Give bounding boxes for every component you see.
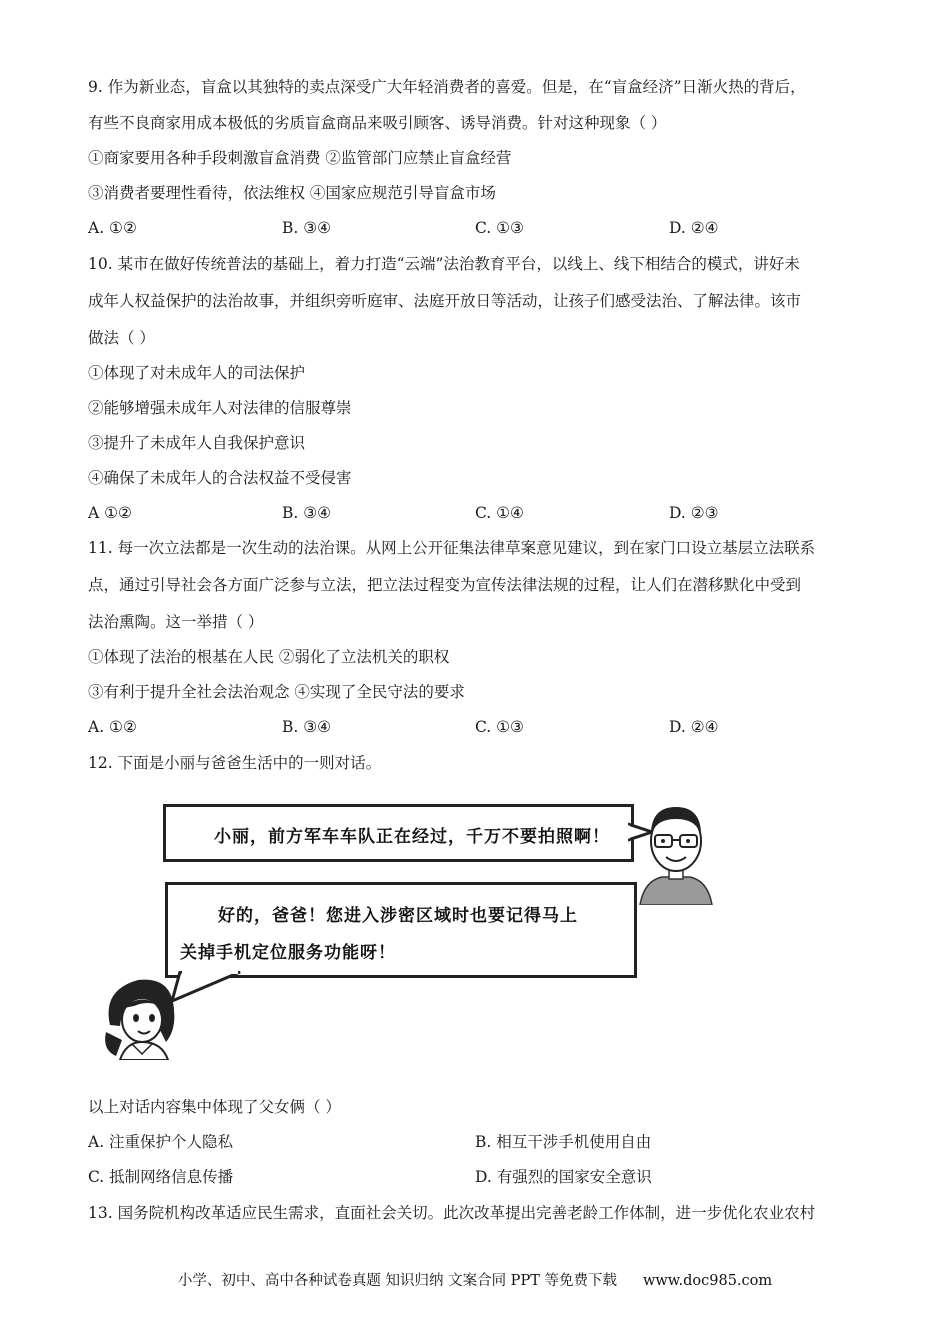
q9-option-c: C. ①③ bbox=[475, 219, 524, 237]
q11-items-line-2: ③有利于提升全社会法治观念 ④实现了全民守法的要求 bbox=[88, 683, 465, 701]
q10-stem-line-1: 10. 某市在做好传统普法的基础上，着力打造“云端”法治教育平台，以线上、线下相结合的模式，讲好未 bbox=[88, 255, 800, 273]
q11-option-d: D. ②④ bbox=[669, 718, 719, 736]
q10-option-c: C. ①④ bbox=[475, 504, 524, 522]
q12-option-b: B. 相互干涉手机使用自由 bbox=[475, 1133, 652, 1151]
q10-item-4: ④确保了未成年人的合法权益不受侵害 bbox=[88, 469, 352, 487]
q11-option-b: B. ③④ bbox=[282, 718, 332, 736]
q9-option-b: B. ③④ bbox=[282, 219, 332, 237]
footer-site-link[interactable]: www.doc985.com bbox=[642, 1273, 773, 1289]
girl-speech-text-1: 好的，爸爸！您进入涉密区域时也要记得马上 bbox=[218, 906, 578, 926]
page-footer bbox=[0, 1269, 950, 1290]
q9-option-d: D. ②④ bbox=[669, 219, 719, 237]
q12-question: 以上对话内容集中体现了父女俩（ ） bbox=[88, 1098, 341, 1116]
dad-speech-text: 小丽，前方军车车队正在经过，千万不要拍照啊！ bbox=[214, 827, 610, 847]
q11-option-c: C. ①③ bbox=[475, 718, 524, 736]
q9-option-a: A. ①② bbox=[88, 219, 137, 237]
q13-stem-line-1: 13. 国务院机构改革适应民生需求，直面社会关切。此次改革提出完善老龄工作体制，进一步优化农业农村 bbox=[88, 1204, 816, 1222]
q12-option-d: D. 有强烈的国家安全意识 bbox=[475, 1168, 652, 1186]
q10-option-b: B. ③④ bbox=[282, 504, 332, 522]
footer-text: 小学、初中、高中各种试卷真题 知识归纳 文案合同 PPT 等免费下载 bbox=[177, 1273, 617, 1289]
q10-option-d: D. ②③ bbox=[669, 504, 719, 522]
q10-option-a: A ①② bbox=[88, 504, 132, 522]
q11-stem-line-1: 11. 每一次立法都是一次生动的法治课。从网上公开征集法律草案意见建议，到在家门口设立基层立法联系 bbox=[88, 539, 816, 557]
dad-avatar bbox=[636, 797, 716, 905]
girl-speech-text-2: 关掉手机定位服务功能呀！ bbox=[180, 943, 396, 963]
dad-speech-bubble bbox=[163, 804, 634, 862]
q10-stem-line-2: 成年人权益保护的法治故事，并组织旁听庭审、法庭开放日等活动，让孩子们感受法治、了解法律。该市 bbox=[88, 292, 802, 310]
q11-option-a: A. ①② bbox=[88, 718, 137, 736]
q10-item-3: ③提升了未成年人自我保护意识 bbox=[88, 434, 306, 452]
q10-item-1: ①体现了对未成年人的司法保护 bbox=[88, 364, 306, 382]
q9-stem-line-2: 有些不良商家用成本极低的劣质盲盒商品来吸引顾客、诱导消费。针对这种现象（ ） bbox=[88, 114, 667, 132]
q12-option-c: C. 抵制网络信息传播 bbox=[88, 1168, 234, 1186]
girl-speech-bubble bbox=[165, 882, 637, 978]
q9-items-line-1: ①商家要用各种手段刺激盲盒消费 ②监管部门应禁止盲盒经营 bbox=[88, 149, 512, 167]
q12-option-a: A. 注重保护个人隐私 bbox=[88, 1133, 234, 1151]
q12-stem: 12. 下面是小丽与爸爸生活中的一则对话。 bbox=[88, 754, 382, 772]
q10-item-2: ②能够增强未成年人对法律的信服尊崇 bbox=[88, 399, 352, 417]
q10-stem-line-3: 做法（ ） bbox=[88, 329, 155, 347]
q11-stem-line-2: 点，通过引导社会各方面广泛参与立法，把立法过程变为宣传法律法规的过程，让人们在潜移默化中受到 bbox=[88, 576, 802, 594]
q11-stem-line-3: 法治熏陶。这一举措（ ） bbox=[88, 613, 264, 631]
q9-stem-line-1: 9. 作为新业态，盲盒以其独特的卖点深受广大年轻消费者的喜爱。但是，在“盲盒经济”日渐火热的背后， bbox=[88, 78, 806, 96]
q11-items-line-1: ①体现了法治的根基在人民 ②弱化了立法机关的职权 bbox=[88, 648, 450, 666]
q9-items-line-2: ③消费者要理性看待，依法维权 ④国家应规范引导盲盒市场 bbox=[88, 184, 496, 202]
girl-avatar bbox=[100, 970, 182, 1060]
